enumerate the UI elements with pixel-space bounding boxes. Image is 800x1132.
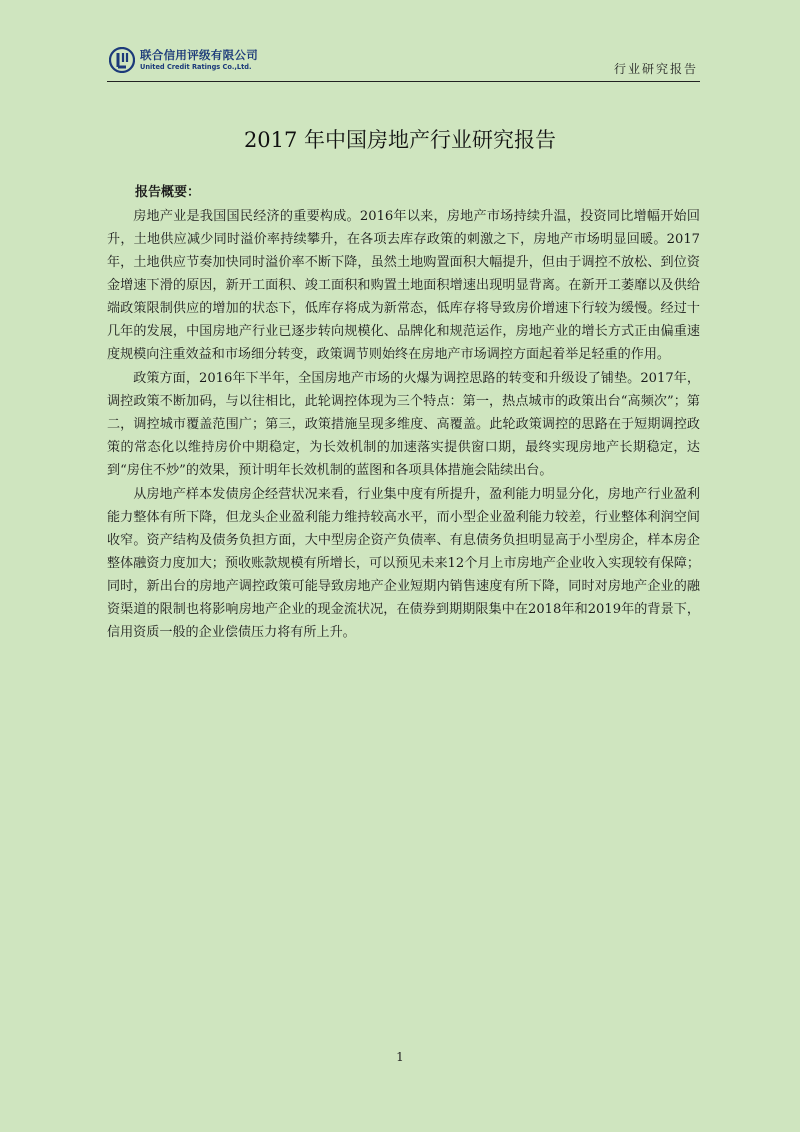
document-title: 2017 年中国房地产行业研究报告 [243, 128, 557, 152]
logo-english-name: United Credit Ratings Co.,Ltd. [140, 63, 252, 71]
page-number: 1 [396, 1050, 404, 1064]
logo-chinese-name: 联合信用评级有限公司 [140, 48, 258, 62]
header-divider [107, 81, 700, 82]
document-body [107, 181, 700, 644]
summary-heading: 报告概要： [135, 185, 201, 200]
united-credit-ratings-logo-icon [109, 47, 135, 73]
company-logo [107, 44, 267, 76]
summary-paragraph-policy: 政策方面，2016年下半年，全国房地产市场的火爆为调控思路的转变和升级设了铺垫。2017年，调控政策不断加码，与以往相比，此轮调控体现为三个特点：第一，热点城市的政策出台“高频次”；第二，调控城市覆盖范围广；第三，政策措施呈现多维度、高覆盖。此轮政策调控的思路在于短期调控政策的常态化以维持房价中期稳定，为长效机制的加速落实提供窗口期，最终实现房地产长期稳定，达到“房住不炒”的效果，预计明年长效机制的蓝图和各项具体措施会陆续出台。 [107, 371, 700, 478]
summary-paragraph-companies: 从房地产样本发债房企经营状况来看，行业集中度有所提升，盈利能力明显分化，房地产行业盈利能力整体有所下降，但龙头企业盈利能力维持较高水平，而小型企业盈利能力较差，行业整体利润空间收窄。资产结构及债务负担方面，大中型房企资产负债率、有息债务负担明显高于小型房企，样本房企整体融资力度加大；预收账款规模有所增长，可以预见未来12个月上市房地产企业收入实现较有保障；同时，新出台的房地产调控政策可能导致房地产企业短期内销售速度有所下降，同时对房地产企业的融资渠道的限制也将影响房地产企业的现金流状况，在债券到期期限集中在2018年和2019年的背景下，信用资质一般的企业偿债压力将有所上升。 [107, 487, 700, 640]
report-type-label: 行业研究报告 [613, 62, 698, 76]
page-header [107, 44, 700, 82]
summary-paragraph-industry: 房地产业是我国国民经济的重要构成。2016年以来，房地产市场持续升温，投资同比增幅开始回升，土地供应减少同时溢价率持续攀升，在各项去库存政策的刺激之下，房地产市场明显回暖。2017年，土地供应节奏加快同时溢价率不断下降，虽然土地购置面积大幅提升，但由于调控不放松、到位资金增速下滑的原因，新开工面积、竣工面积和购置土地面积增速出现明显背离。在新开工萎靡以及供给端政策限制供应的增加的状态下，低库存将成为新常态，低库存将导致房价增速下行较为缓慢。经过十几年的发展，中国房地产行业已逐步转向规模化、品牌化和规范运作，房地产业的增长方式正由偏重速度规模向注重效益和市场细分转变，政策调节则始终在房地产市场调控方面起着举足轻重的作用。 [107, 209, 700, 362]
